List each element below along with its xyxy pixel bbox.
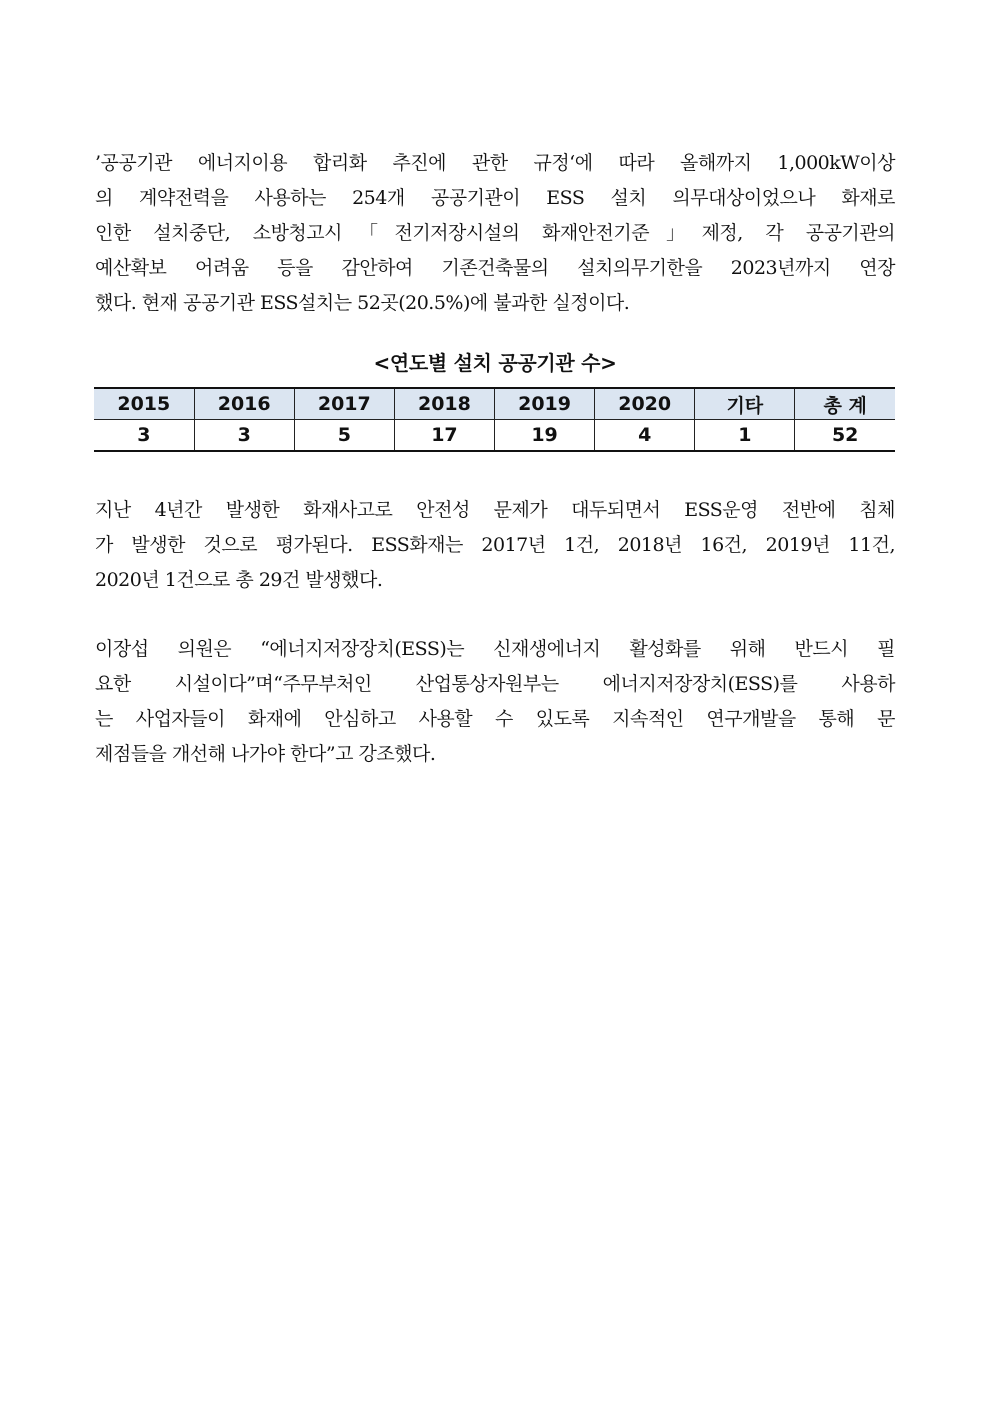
paragraph-lawmaker-quote (95, 632, 895, 772)
paragraph-line: 는 사업자들이 화재에 안심하고 사용할 수 있도록 지속적인 연구개발을 통해 문 (95, 708, 895, 730)
paragraph-line: 제점들을 개선해 나가야 한다”고 강조했다. (95, 743, 436, 765)
header-cell-2020: 2020 (595, 388, 695, 420)
paragraph-line: 인한 설치중단, 소방청고시「전기저장시설의 화재안전기준」제정, 각 공공기관의 (95, 222, 895, 244)
header-cell-2016: 2016 (194, 388, 294, 420)
paragraph-line: 했다. 현재 공공기관 ESS설치는 52곳(20.5%)에 불과한 실정이다. (95, 292, 630, 314)
header-cell-total: 총 계 (795, 388, 895, 420)
value-cell-total: 52 (795, 420, 895, 452)
value-cell-2019: 19 (495, 420, 595, 452)
paragraph-line: 2020년 1건으로 총 29건 발생했다. (95, 569, 383, 591)
header-cell-2015: 2015 (94, 388, 194, 420)
value-cell-2017: 5 (294, 420, 394, 452)
value-cell-2015: 3 (94, 420, 194, 452)
table-title: <연도별 설치 공공기관 수> (373, 351, 617, 375)
value-cell-2020: 4 (595, 420, 695, 452)
table-header-row (94, 388, 895, 420)
paragraph-line: 지난 4년간 발생한 화재사고로 안전성 문제가 대두되면서 ESS운영 전반에 침체 (95, 499, 895, 521)
value-cell-other: 1 (695, 420, 795, 452)
header-cell-2017: 2017 (294, 388, 394, 420)
header-cell-2018: 2018 (394, 388, 494, 420)
header-cell-other: 기타 (695, 388, 795, 420)
paragraph-line: 의 계약전력을 사용하는 254개 공공기관이 ESS 설치 의무대상이었으나 화재로 (95, 187, 895, 209)
value-cell-2018: 17 (394, 420, 494, 452)
paragraph-ess-regulation (95, 146, 895, 321)
paragraph-fire-incidents (95, 493, 895, 598)
value-cell-2016: 3 (194, 420, 294, 452)
paragraph-line: 이장섭 의원은 “에너지저장장치(ESS)는 신재생에너지 활성화를 위해 반드시 필 (95, 638, 895, 660)
paragraph-line: 가 발생한 것으로 평가된다. ESS화재는 2017년 1건, 2018년 16건, 2019년 11건, (95, 534, 895, 556)
paragraph-line: 예산확보 어려움 등을 감안하여 기존건축물의 설치의무기한을 2023년까지 연장 (95, 257, 895, 279)
table-row (94, 420, 895, 452)
header-cell-2019: 2019 (495, 388, 595, 420)
paragraph-line: ’공공기관 에너지이용 합리화 추진에 관한 규정‘에 따라 올해까지 1,000kW이상 (95, 152, 895, 174)
paragraph-line: 요한 시설이다”며“주무부처인 산업통상자원부는 에너지저장장치(ESS)를 사용하 (95, 673, 895, 695)
installations-by-year-table (94, 387, 895, 452)
